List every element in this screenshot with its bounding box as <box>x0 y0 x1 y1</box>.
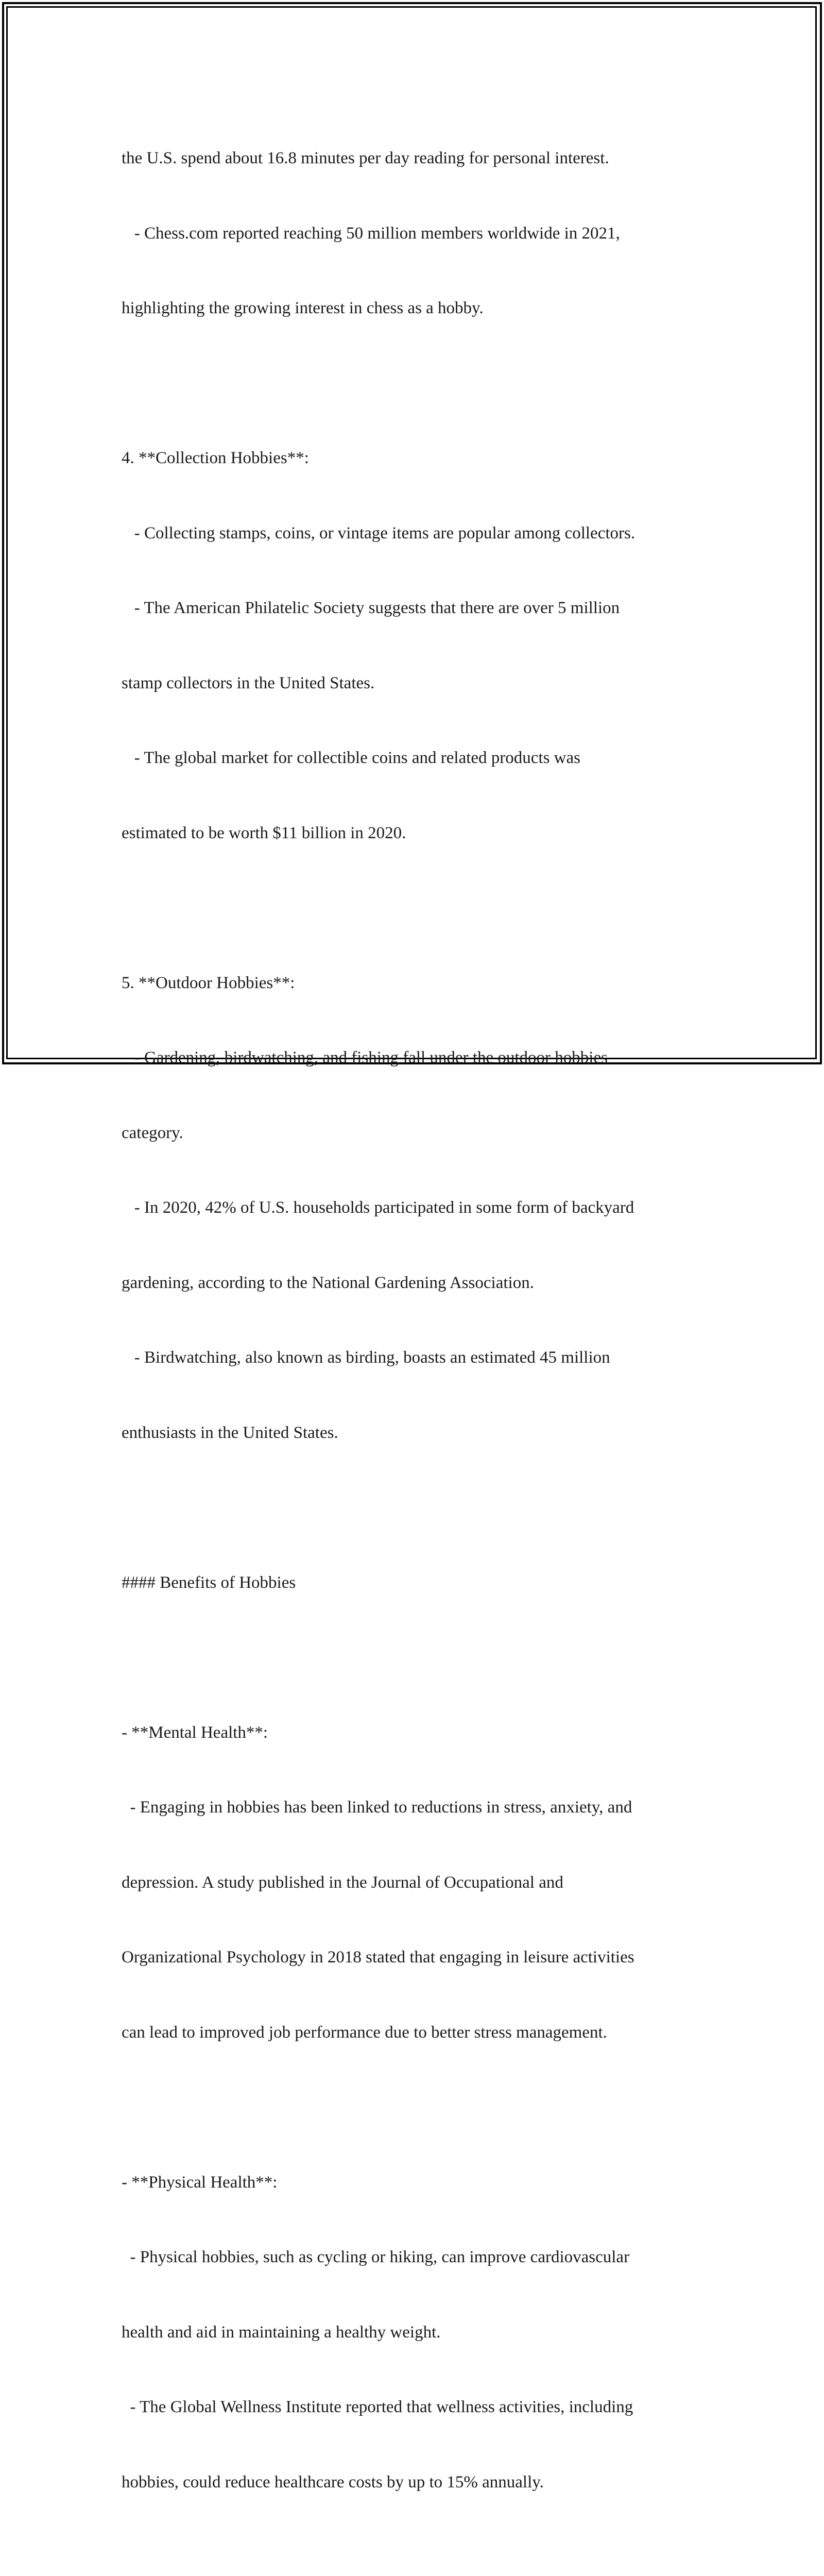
text-line: stamp collectors in the United States. <box>122 673 375 692</box>
text-line: - The American Philatelic Society suggests that there are over 5 million <box>122 599 620 617</box>
text-line: can lead to improved job performance due to better stress management. <box>122 2023 607 2042</box>
text-line: highlighting the growing interest in chess as a hobby. <box>122 299 484 317</box>
text-line: depression. A study published in the Journal of Occupational and <box>122 1873 563 1892</box>
section-heading-outdoor-hobbies: 5. **Outdoor Hobbies**: <box>122 973 295 992</box>
blank-line <box>122 2545 719 2570</box>
text-line: Organizational Psychology in 2018 stated that engaging in leisure activities <box>122 1948 634 1967</box>
section-heading-physical-health: - **Physical Health**: <box>122 2173 278 2192</box>
section-heading-collection-hobbies: 4. **Collection Hobbies**: <box>122 449 309 467</box>
blank-line <box>122 371 719 396</box>
text-line: - In 2020, 42% of U.S. households participated in some form of backyard <box>122 1198 634 1217</box>
text-line: estimated to be worth $11 billion in 2020. <box>122 823 406 842</box>
blank-line <box>122 1495 719 1520</box>
blank-line <box>122 1645 719 1670</box>
text-line: - Birdwatching, also known as birding, boasts an estimated 45 million <box>122 1348 610 1367</box>
text-line: hobbies, could reduce healthcare costs by up to 15% annually. <box>122 2472 544 2492</box>
text-line: category. <box>122 1123 183 1142</box>
heading-benefits-of-hobbies: #### Benefits of Hobbies <box>122 1573 296 1592</box>
text-line: - Gardening, birdwatching, and fishing fall under the outdoor hobbies <box>122 1048 608 1067</box>
text-line: the U.S. spend about 16.8 minutes per day reading for personal interest. <box>122 149 609 167</box>
text-line: - The global market for collectible coins and related products was <box>122 749 580 767</box>
text-line: - Physical hobbies, such as cycling or hiking, can improve cardiovascular <box>122 2248 630 2266</box>
document-body <box>122 96 719 2576</box>
text-line: enthusiasts in the United States. <box>122 1423 338 1442</box>
text-line: - Engaging in hobbies has been linked to reductions in stress, anxiety, and <box>122 1798 632 1817</box>
blank-line <box>122 895 719 921</box>
text-line: - Collecting stamps, coins, or vintage items are popular among collectors. <box>122 523 636 543</box>
text-line: - The Global Wellness Institute reported that wellness activities, including <box>122 2398 633 2416</box>
text-line: health and aid in maintaining a healthy weight. <box>122 2323 441 2342</box>
text-line: - Chess.com reported reaching 50 million members worldwide in 2021, <box>122 224 620 243</box>
section-heading-mental-health: - **Mental Health**: <box>122 1723 268 1742</box>
text-line: gardening, according to the National Gardening Association. <box>122 1273 534 1292</box>
blank-line <box>122 2095 719 2120</box>
